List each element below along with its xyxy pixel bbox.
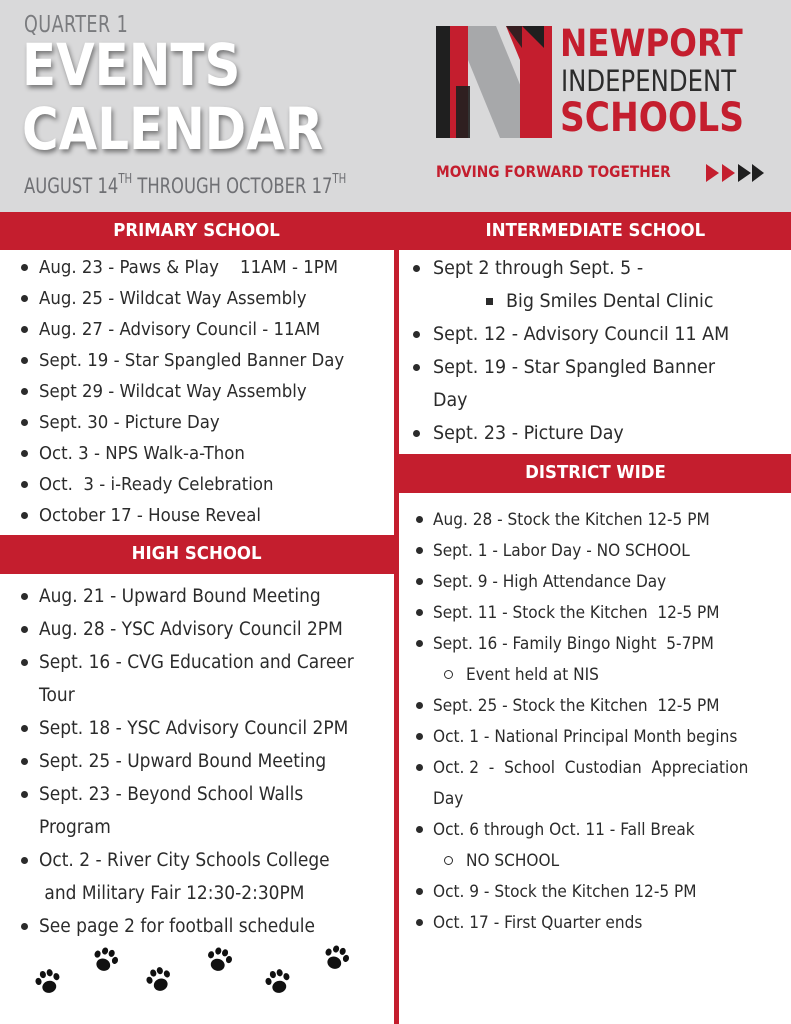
event-text: Big Smiles Dental Clinic — [506, 290, 714, 312]
bullet-icon — [21, 481, 28, 488]
bullet-icon — [21, 264, 28, 271]
list-item — [20, 712, 381, 745]
event-text: Aug. 28 - Stock the Kitchen 12-5 PM — [433, 510, 710, 529]
title-calendar: CALENDAR — [22, 95, 324, 163]
district-wide-header — [399, 454, 791, 492]
district-wide-list — [415, 504, 772, 938]
list-item — [20, 778, 381, 811]
date-range-sup-2: TH — [332, 172, 347, 187]
event-text: Sept. 12 - Advisory Council 11 AM — [433, 323, 730, 345]
date-range-end: THROUGH OCTOBER 17 — [132, 174, 333, 198]
event-text: Oct. 3 - i-Ready Celebration — [39, 474, 274, 495]
event-text: Sept. 16 - Family Bingo Night 5-7PM — [433, 634, 714, 653]
triple-arrow-icon — [706, 162, 764, 184]
list-item-continuation — [20, 679, 381, 712]
bullet-icon — [416, 640, 423, 647]
event-text: Sept. 23 - Picture Day — [433, 422, 624, 444]
event-text: Aug. 28 - YSC Advisory Council 2PM — [39, 619, 343, 640]
paw-print-icon — [318, 940, 354, 976]
paw-print-icon — [202, 943, 236, 977]
bullet-icon — [21, 512, 28, 519]
list-item — [20, 252, 371, 283]
event-text: Sept. 19 - Star Spangled Banner — [433, 356, 716, 378]
list-item — [415, 814, 772, 845]
bullet-icon — [416, 609, 423, 616]
list-item — [20, 500, 371, 531]
bullet-icon — [21, 593, 28, 600]
bullet-icon — [416, 888, 423, 895]
date-range-sup-1: TH — [118, 172, 133, 187]
district-wide-title: DISTRICT WIDE — [524, 462, 666, 483]
bullet-icon — [413, 265, 420, 272]
event-text: Sept 29 - Wildcat Way Assembly — [39, 381, 307, 402]
primary-school-list — [20, 252, 371, 531]
list-item — [20, 376, 371, 407]
list-item — [20, 613, 381, 646]
event-text: Sept. 23 - Beyond School Walls — [39, 784, 304, 805]
list-sub-item — [412, 285, 755, 318]
high-school-header — [0, 535, 394, 573]
list-item — [415, 566, 772, 597]
list-item — [412, 351, 755, 384]
brand-newport: NEWPORT — [560, 22, 743, 65]
primary-school-header — [0, 212, 394, 250]
date-range-start: AUGUST 14 — [24, 174, 119, 198]
brand-independent: INDEPENDENT — [561, 64, 737, 98]
bullet-icon — [416, 919, 423, 926]
list-sub-item — [415, 845, 772, 876]
bullet-icon — [21, 659, 28, 666]
primary-school-title: PRIMARY SCHOOL — [113, 220, 281, 241]
list-item — [415, 690, 772, 721]
bullet-icon — [416, 764, 423, 771]
list-item — [415, 752, 772, 783]
column-divider — [394, 212, 399, 1024]
list-item-continuation — [20, 811, 381, 844]
paw-print-icon — [141, 962, 177, 998]
list-item — [20, 580, 381, 613]
list-sub-item — [415, 659, 772, 690]
list-item — [20, 646, 381, 679]
brand-tagline: MOVING FORWARD TOGETHER — [436, 162, 671, 181]
event-text: October 17 - House Reveal — [39, 505, 261, 526]
bullet-icon — [21, 388, 28, 395]
event-text: Sept. 9 - High Attendance Day — [433, 572, 667, 591]
event-text: NO SCHOOL — [466, 851, 560, 870]
event-text: Aug. 23 - Paws & Play 11AM - 1PM — [39, 257, 339, 278]
list-item-continuation — [412, 384, 755, 417]
list-item — [20, 438, 371, 469]
event-text: Oct. 9 - Stock the Kitchen 12-5 PM — [433, 882, 697, 901]
bullet-icon — [21, 725, 28, 732]
event-text: Sept. 16 - CVG Education and Career — [39, 652, 354, 673]
list-item — [415, 504, 772, 535]
quarter-label: QUARTER 1 — [24, 12, 129, 38]
ring-bullet-icon — [444, 856, 453, 865]
event-text: Sept. 25 - Stock the Kitchen 12-5 PM — [433, 696, 720, 715]
event-text: Sept. 11 - Stock the Kitchen 12-5 PM — [433, 603, 720, 622]
list-item — [412, 417, 755, 450]
event-text: Tour — [39, 685, 75, 706]
event-text: Event held at NIS — [466, 665, 599, 684]
high-school-rule — [0, 572, 394, 574]
ring-bullet-icon — [444, 670, 453, 679]
event-text: Sept 2 through Sept. 5 - — [433, 257, 644, 279]
list-item — [415, 721, 772, 752]
list-item — [20, 345, 371, 376]
event-text: Program — [39, 817, 111, 838]
paw-print-icon — [87, 942, 123, 978]
event-text: Sept. 1 - Labor Day - NO SCHOOL — [433, 541, 690, 560]
event-text: See page 2 for football schedule — [39, 916, 315, 937]
event-text: Sept. 19 - Star Spangled Banner Day — [39, 350, 345, 371]
list-item — [20, 314, 371, 345]
intermediate-school-list — [412, 252, 755, 450]
bullet-icon — [413, 430, 420, 437]
bullet-icon — [21, 295, 28, 302]
bullet-icon — [416, 578, 423, 585]
list-item-continuation — [20, 877, 381, 910]
bullet-icon — [416, 733, 423, 740]
bullet-icon — [416, 547, 423, 554]
event-text: Sept. 18 - YSC Advisory Council 2PM — [39, 718, 349, 739]
paw-print-icon — [31, 965, 65, 999]
event-text: and Military Fair 12:30-2:30PM — [39, 883, 305, 904]
list-item — [412, 252, 755, 285]
event-text: Aug. 25 - Wildcat Way Assembly — [39, 288, 307, 309]
bullet-icon — [21, 758, 28, 765]
bullet-icon — [21, 626, 28, 633]
intermediate-school-header — [399, 212, 791, 250]
event-text: Oct. 1 - National Principal Month begins — [433, 727, 738, 746]
bullet-icon — [416, 826, 423, 833]
bullet-icon — [21, 326, 28, 333]
brand-schools: SCHOOLS — [560, 95, 744, 141]
event-text: Sept. 30 - Picture Day — [39, 412, 220, 433]
intermediate-school-title: INTERMEDIATE SCHOOL — [485, 220, 705, 241]
list-item-continuation — [415, 783, 772, 814]
list-item — [20, 910, 381, 943]
event-text: Oct. 2 - River City Schools College — [39, 850, 330, 871]
title-events: EVENTS — [22, 31, 241, 99]
bullet-icon — [21, 857, 28, 864]
bullet-icon — [416, 702, 423, 709]
list-item — [415, 535, 772, 566]
bullet-icon — [21, 923, 28, 930]
event-text: Aug. 27 - Advisory Council - 11AM — [39, 319, 321, 340]
paw-print-icon — [261, 965, 295, 999]
list-item — [20, 745, 381, 778]
bullet-icon — [413, 364, 420, 371]
bullet-icon — [21, 357, 28, 364]
event-text: Day — [433, 389, 468, 411]
bullet-icon — [416, 516, 423, 523]
high-school-list — [20, 580, 381, 943]
event-text: Oct. 2 - School Custodian Appreciation — [433, 758, 749, 777]
list-item — [412, 318, 755, 351]
event-text: Day — [433, 789, 464, 808]
event-text: Oct. 17 - First Quarter ends — [433, 913, 643, 932]
bullet-icon — [413, 331, 420, 338]
bullet-icon — [21, 450, 28, 457]
list-item — [20, 469, 371, 500]
list-item — [415, 628, 772, 659]
list-item — [20, 844, 381, 877]
event-text: Oct. 3 - NPS Walk-a-Thon — [39, 443, 245, 464]
list-item — [20, 283, 371, 314]
district-rule — [399, 491, 791, 493]
event-text: Aug. 21 - Upward Bound Meeting — [39, 586, 321, 607]
list-item — [415, 907, 772, 938]
bullet-icon — [21, 419, 28, 426]
list-item — [415, 597, 772, 628]
header-banner — [0, 0, 791, 212]
list-item — [20, 407, 371, 438]
high-school-title: HIGH SCHOOL — [132, 543, 262, 564]
bullet-icon — [21, 791, 28, 798]
square-bullet-icon — [486, 298, 493, 305]
newport-n-logo-icon — [436, 26, 552, 138]
date-range — [24, 172, 346, 198]
list-item — [415, 876, 772, 907]
event-text: Sept. 25 - Upward Bound Meeting — [39, 751, 327, 772]
event-text: Oct. 6 through Oct. 11 - Fall Break — [433, 820, 695, 839]
